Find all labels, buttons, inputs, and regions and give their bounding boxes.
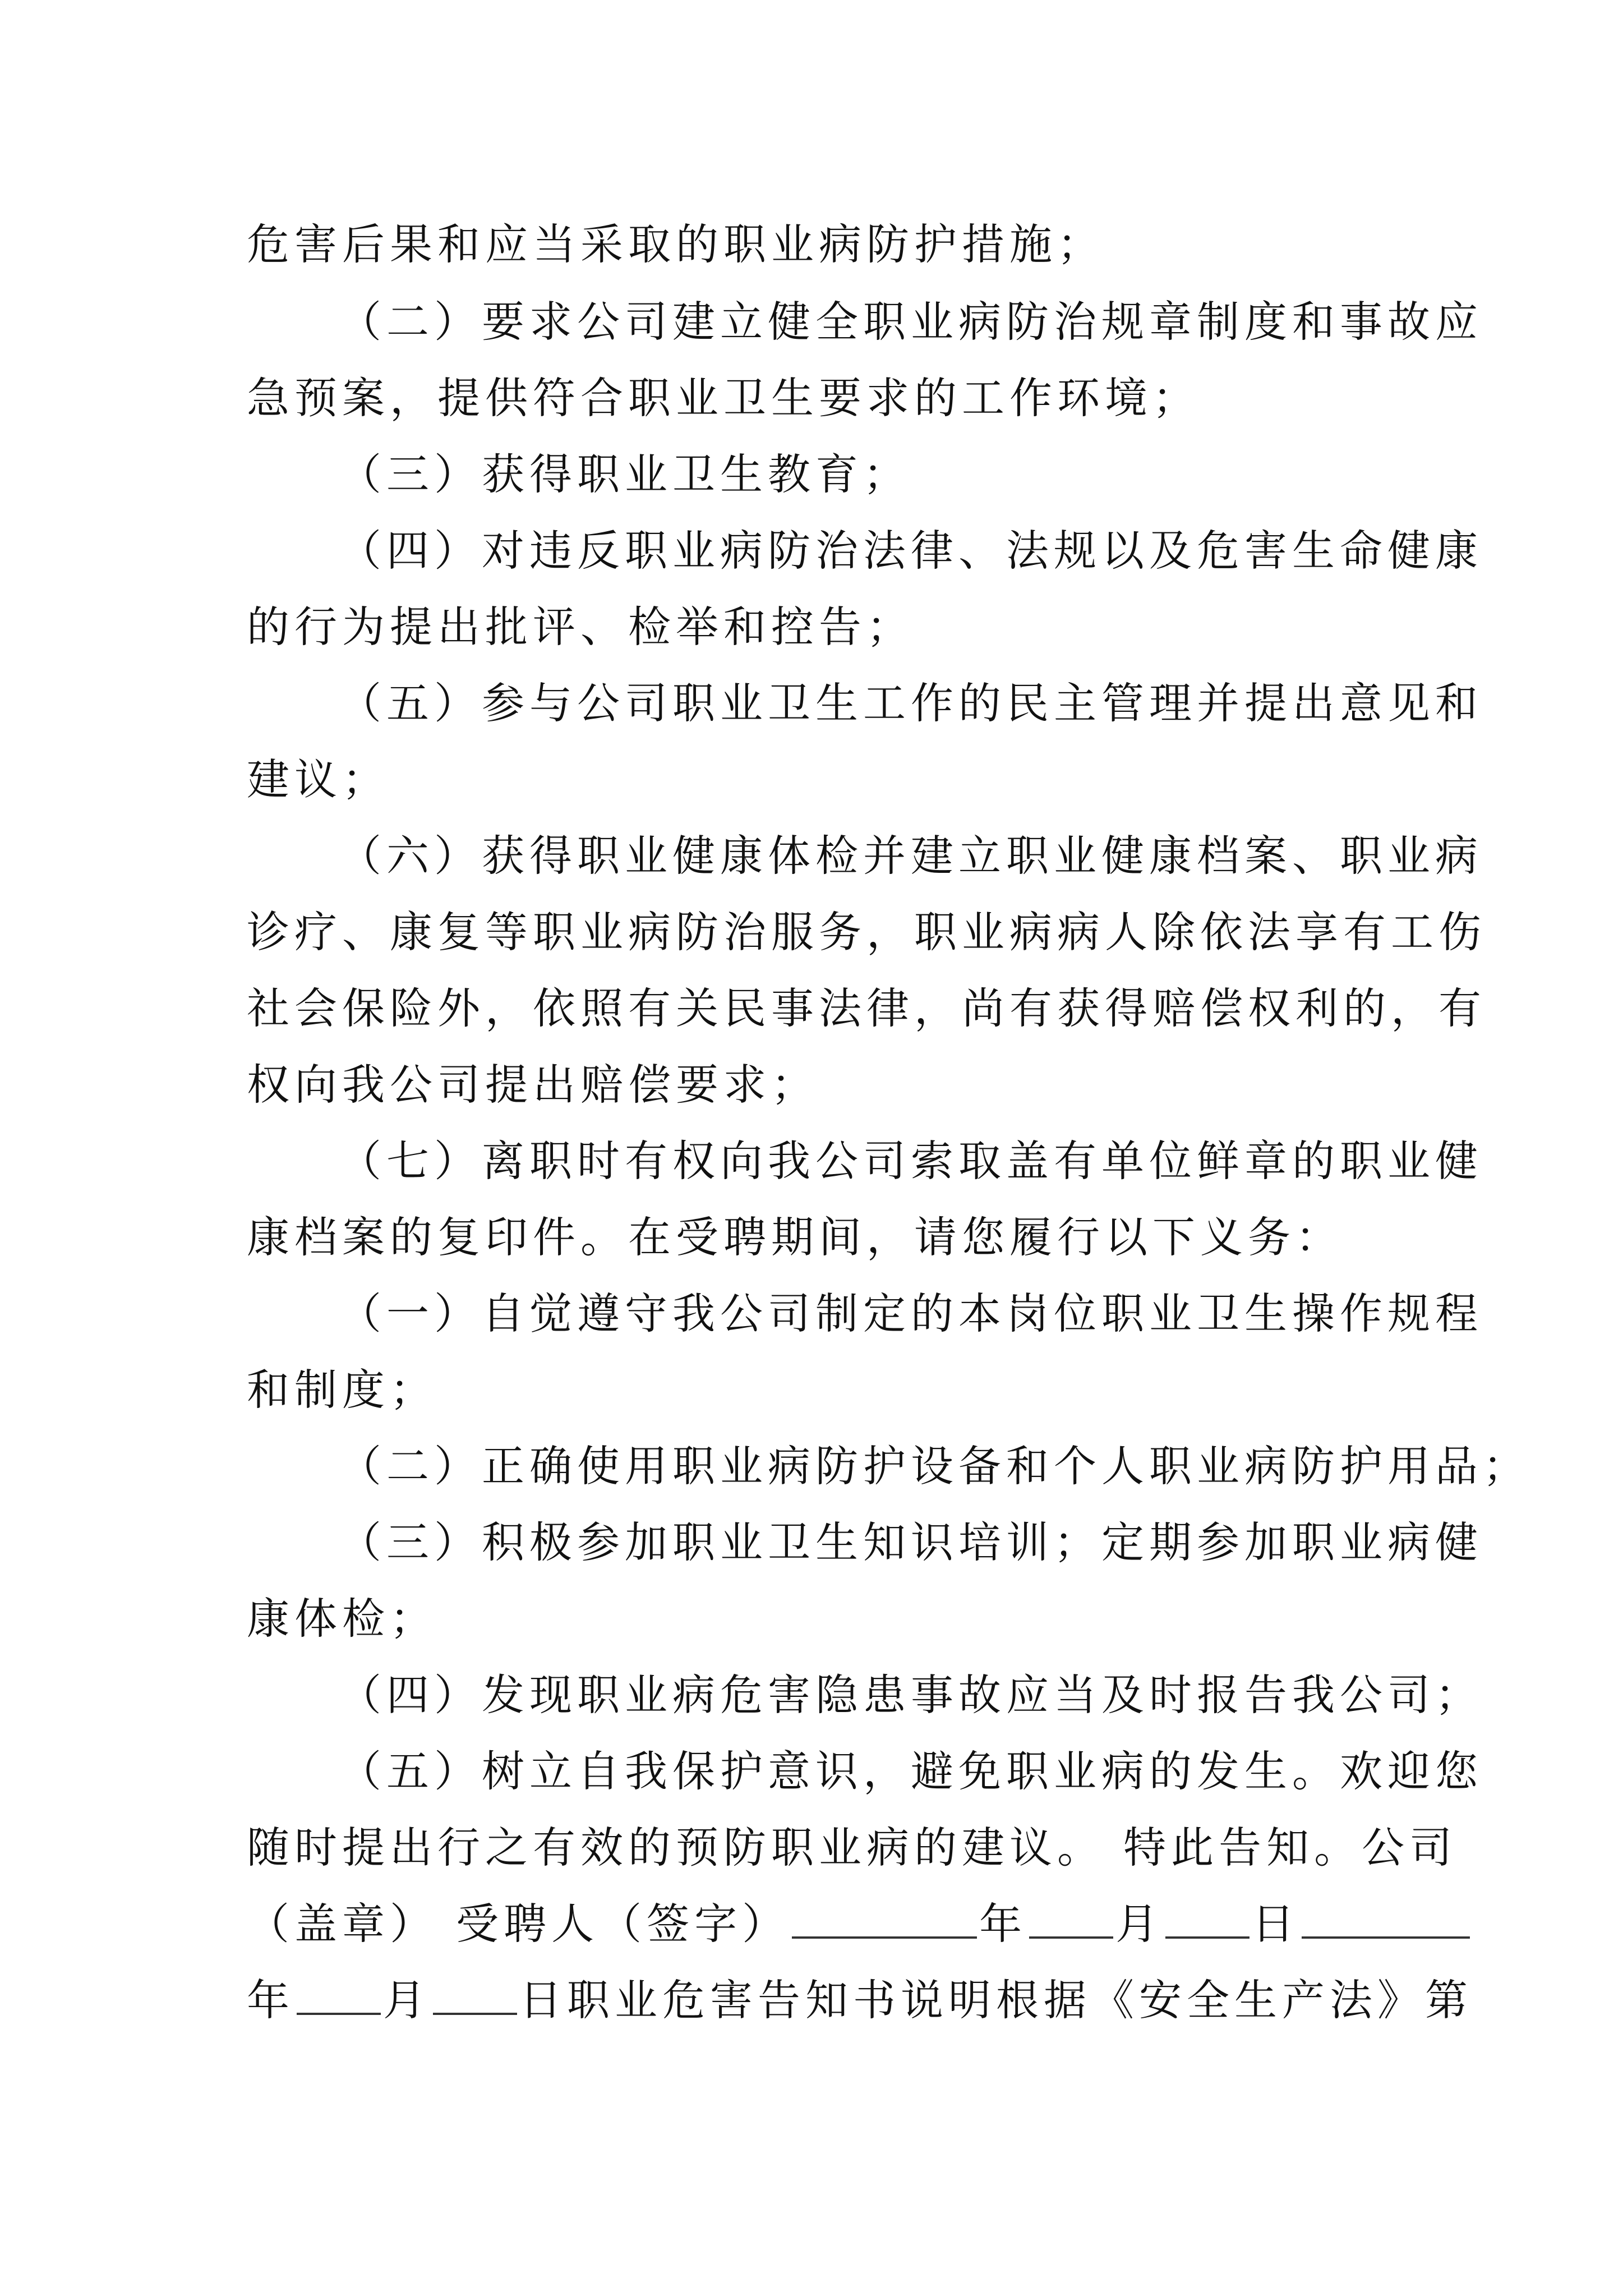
year-label: 年 — [979, 1899, 1027, 1949]
text-line: （四）对违反职业病防治法律、法规以及危害生命健康 — [339, 526, 1483, 576]
date-blank[interactable] — [1302, 1889, 1470, 1939]
signature-line — [247, 1887, 1472, 1961]
day-blank[interactable] — [1165, 1889, 1249, 1939]
text-line: （四）发现职业病危害隐患事故应当及时报告我公司； — [339, 1670, 1483, 1720]
text-line: （一）自觉遵守我公司制定的本岗位职业卫生操作规程 — [339, 1289, 1483, 1338]
text-line: （五）树立自我保护意识，避免职业病的发生。欢迎您 — [339, 1746, 1483, 1796]
text-line: 的行为提出批评、检举和控告； — [247, 602, 914, 652]
month-label: 月 — [383, 1975, 431, 2025]
text-line: （二）正确使用职业病防护设备和个人职业病防护用品； — [339, 1441, 1530, 1491]
text-line: （七）离职时有权向我公司索取盖有单位鲜章的职业健 — [339, 1136, 1483, 1186]
signature-blank[interactable] — [792, 1889, 977, 1939]
text-line: 诊疗、康复等职业病防治服务，职业病病人除依法享有工伤 — [247, 907, 1486, 957]
text-line: （三）积极参加职业卫生知识培训；定期参加职业病健 — [339, 1517, 1483, 1567]
day-label: 日 — [1252, 1899, 1300, 1949]
text-line: 康档案的复印件。在受聘期间，请您履行以下义务： — [247, 1212, 1343, 1262]
month-blank[interactable] — [1029, 1889, 1113, 1939]
text-line: 建议； — [247, 754, 390, 804]
text-line: 社会保险外，依照有关民事法律，尚有获得赔偿权利的，有 — [247, 983, 1486, 1033]
year-label: 年 — [247, 1975, 294, 2025]
text-line: （六）获得职业健康体检并建立职业健康档案、职业病 — [339, 831, 1483, 881]
seal-and-signature-label: （盖章） 受聘人（签字） — [247, 1899, 790, 1949]
last-line — [247, 1963, 1473, 2037]
month-blank[interactable] — [297, 1966, 381, 2015]
day-blank[interactable] — [433, 1966, 517, 2015]
text-line: 权向我公司提出赔偿要求； — [247, 1060, 819, 1110]
text-line: 随时提出行之有效的预防职业病的建议。 特此告知。公司 — [247, 1823, 1458, 1872]
text-line: （二）要求公司建立健全职业病防治规章制度和事故应 — [339, 297, 1483, 347]
month-label: 月 — [1115, 1899, 1164, 1949]
text-line: 急预案，提供符合职业卫生要求的工作环境； — [247, 373, 1200, 423]
text-line: （五）参与公司职业卫生工作的民主管理并提出意见和 — [339, 678, 1483, 728]
text-line: 危害后果和应当采取的职业病防护措施； — [247, 219, 1105, 269]
notice-continuation: 日职业危害告知书说明根据《安全生产法》第 — [519, 1975, 1473, 2025]
text-line: （三）获得职业卫生教育； — [339, 449, 911, 499]
text-line: 康体检； — [247, 1594, 437, 1644]
text-line: 和制度； — [247, 1365, 437, 1415]
